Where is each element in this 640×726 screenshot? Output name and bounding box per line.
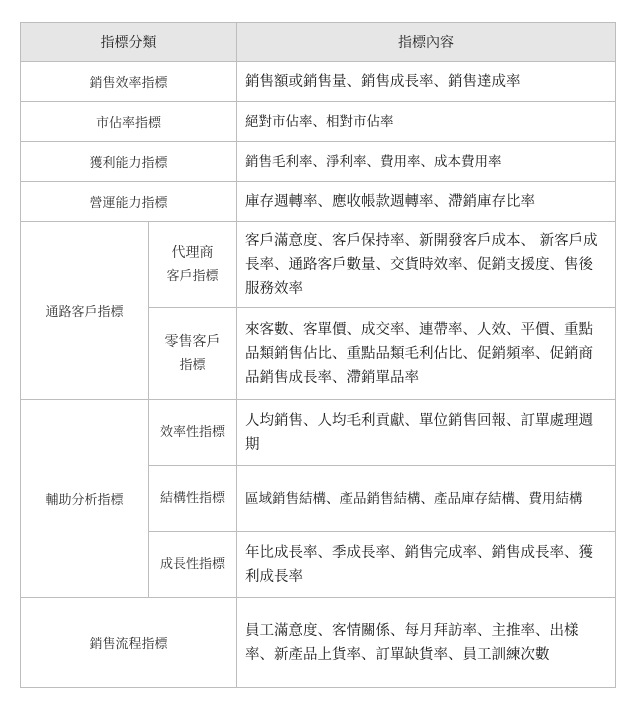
table-row (21, 400, 616, 466)
indicator-table (20, 22, 616, 688)
sub-category: 效率性指標 (149, 400, 237, 466)
table-row (21, 62, 616, 102)
channel-category: 通路客戶指標 (21, 222, 149, 400)
row-content: 人均銷售、人均毛利貢獻、單位銷售回報、訂單處理週期 (237, 400, 616, 466)
row-content: 銷售額或銷售量、銷售成長率、銷售達成率 (237, 62, 616, 102)
table-row (21, 102, 616, 142)
sub-category (149, 222, 237, 308)
row-category: 銷售效率指標 (21, 62, 237, 102)
table-row (21, 182, 616, 222)
sub-category-line2: 指標 (179, 357, 206, 373)
row-content: 庫存週轉率、應收帳款週轉率、滯銷庫存比率 (237, 182, 616, 222)
header-content: 指標內容 (237, 23, 616, 62)
sub-category-line1: 代理商 (171, 244, 214, 261)
sub-category-line2: 客戶指標 (166, 268, 219, 284)
row-content: 絕對市佔率、相對市佔率 (237, 102, 616, 142)
row-content: 來客數、客單價、成交率、連帶率、人效、平價、重點品類銷售佔比、重點品類毛利佔比、促銷頻率、促銷商品銷售成長率、滯銷單品率 (237, 308, 616, 400)
table-row (21, 598, 616, 688)
row-category: 市佔率指標 (21, 102, 237, 142)
auxiliary-category: 輔助分析指標 (21, 400, 149, 598)
table-header-row (21, 23, 616, 62)
row-content: 銷售毛利率、淨利率、費用率、成本費用率 (237, 142, 616, 182)
row-category: 獲利能力指標 (21, 142, 237, 182)
header-category: 指標分類 (21, 23, 237, 62)
row-category: 營運能力指標 (21, 182, 237, 222)
sub-category: 結構性指標 (149, 466, 237, 532)
table-row (21, 142, 616, 182)
sub-category-line1: 零售客戶 (164, 333, 221, 350)
row-content: 員工滿意度、客情關係、每月拜訪率、主推率、出樣率、新產品上貨率、訂單缺貨率、員工訓練次數 (237, 598, 616, 688)
sub-category: 成長性指標 (149, 532, 237, 598)
process-category: 銷售流程指標 (21, 598, 237, 688)
row-content: 區域銷售結構、產品銷售結構、產品庫存結構、費用結構 (237, 466, 616, 532)
row-content: 客戶滿意度、客戶保持率、新開發客戶成本、 新客戶成長率、通路客戶數量、交貨時效率、促銷支援度、售後服務效率 (237, 222, 616, 308)
sub-category (149, 308, 237, 400)
row-content: 年比成長率、季成長率、銷售完成率、銷售成長率、獲利成長率 (237, 532, 616, 598)
table-row (21, 222, 616, 308)
